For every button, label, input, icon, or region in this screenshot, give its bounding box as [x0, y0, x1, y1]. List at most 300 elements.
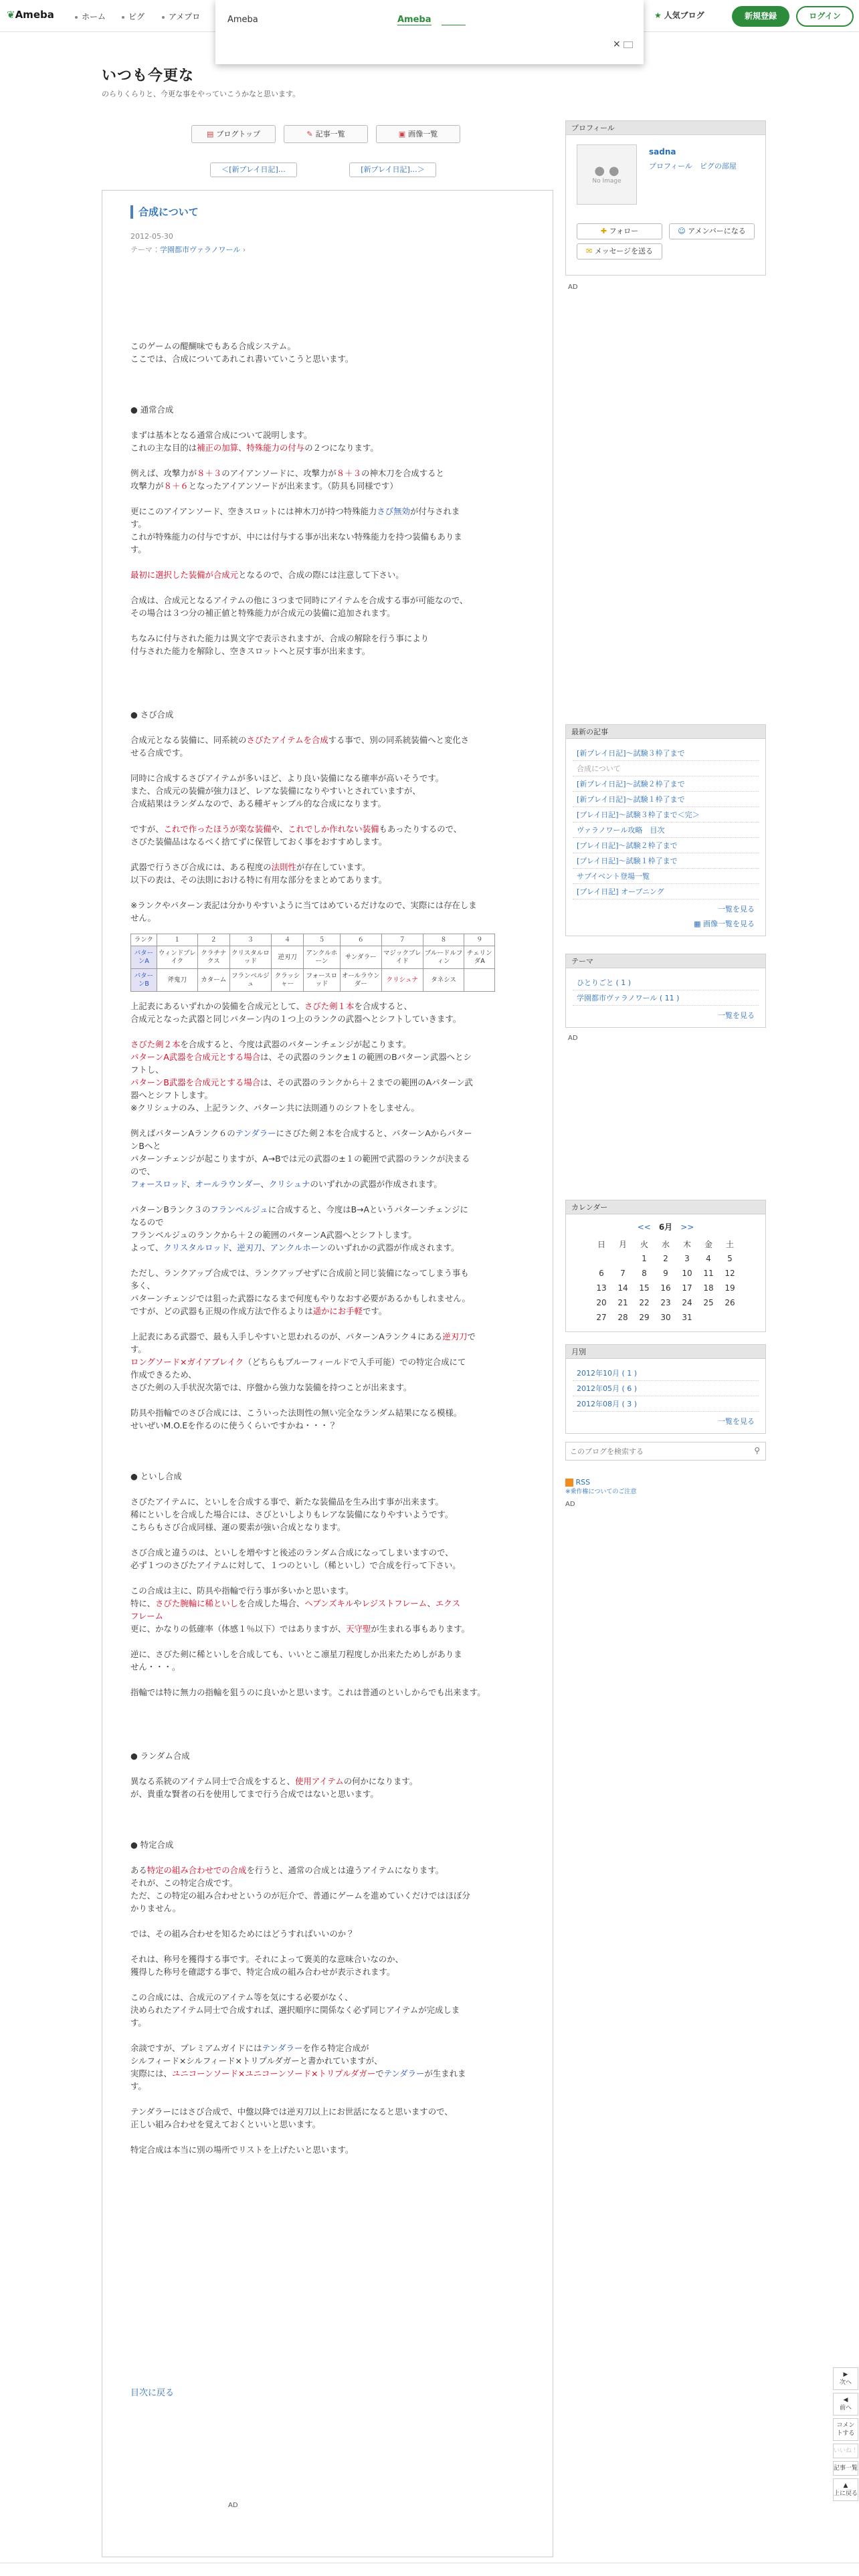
body-line: パターンチェンジでは狙った武器になるまで何度もやりなおす必要があるかもしれません。	[130, 1293, 470, 1303]
recent-list	[573, 746, 759, 899]
profile-links[interactable]: プロフィール ピグの部屋	[649, 162, 737, 171]
body-line	[130, 378, 525, 391]
body-line	[130, 1673, 525, 1686]
rss-note-link[interactable]: ※乗作権についてのご注意	[565, 1489, 637, 1495]
list-icon: ✎	[306, 130, 313, 138]
calendar-day: 6	[599, 1269, 604, 1278]
message-button[interactable]: ✉ メッセージを送る	[577, 243, 662, 259]
highlight-text: ユニコーンソード×ユニコーンソード×トリプルダガー	[171, 2068, 376, 2078]
weapon-cell: クリスタルロッド	[229, 946, 271, 969]
blog-description: のらりくらりと、今更な事をやっていこうかなと思います。	[102, 90, 300, 98]
blog-search-input[interactable]	[570, 1443, 737, 1459]
calendar-day: 3	[684, 1254, 690, 1263]
arrow-up-icon: ▲	[843, 2482, 848, 2489]
body-line: 決められたアイテム同士で合成すれば、選択順序に関係なく必ず同じアイテムが完成しま	[130, 2005, 460, 2015]
body-line: 更にこのアイアンソード、空きスロットには神木刀が持つ特殊能力さび無効が付与されま	[130, 506, 460, 516]
calendar-day: 28	[617, 1313, 628, 1322]
back-to-top-button[interactable]: ▲ 上に戻る	[833, 2478, 858, 2501]
body-line	[130, 810, 525, 823]
body-line: これが特殊能力の付与ですが、中には付与する事が出来ない特殊能力を持つ装備もありま	[130, 532, 462, 542]
next-button[interactable]: ▶ 次へ	[833, 2367, 858, 2390]
highlight-text: ８＋３	[336, 468, 361, 478]
sidebar-spacer	[565, 291, 766, 724]
body-line	[130, 1457, 525, 1470]
ameba-logo[interactable]: ❦Ameba	[7, 9, 54, 21]
profile-name[interactable]: sadna	[649, 147, 676, 156]
calendar-day: 20	[596, 1298, 607, 1307]
body-line: まずは基本となる通常合成について説明します。	[130, 430, 312, 440]
weekday-cell: 水	[661, 1239, 670, 1249]
amember-button[interactable]: ☺ アメンバーになる	[669, 223, 755, 239]
arrow-right-icon: ▶	[843, 2371, 848, 2378]
body-line: 多く、	[130, 1281, 155, 1291]
theme-more-link[interactable]: 一覧を見る	[718, 1011, 755, 1020]
blog-top-button[interactable]: ▤ ブログトップ	[191, 125, 276, 143]
body-line: せん・・・。	[130, 1662, 181, 1672]
prev-entry-button[interactable]: ＜[新プレイ日記]…	[210, 163, 297, 177]
weapon-cell: クラチナクス	[197, 946, 229, 969]
body-line: す。	[130, 2018, 147, 2028]
theme-item[interactable]: 学園都市ヴァラノワール ( 11 )	[573, 990, 759, 1006]
body-line: それが、この特定合成です。	[130, 1878, 238, 1888]
entry-date: 2012-05-30	[130, 232, 173, 241]
recent-more-link[interactable]: 一覧を見る	[718, 905, 755, 914]
entry-list-button[interactable]: ✎ 記事一覧	[284, 125, 368, 143]
body-line: 逆に、さびた剣に稀といしを合成しても、いいとこ凛星刀程度しか出来たためしがありま	[130, 1649, 462, 1659]
monthly-box	[565, 1359, 766, 1434]
body-line: 更に、かなりの低確率（体感１％以下）ではありますが、天守聖が生まれる事もあります。	[130, 1624, 470, 1634]
body-line: ので、	[130, 1166, 155, 1176]
weapon-cell: サンダラー	[340, 946, 381, 969]
search-icon[interactable]: ⚲	[754, 1446, 760, 1455]
body-line: 例えばパターンAランク６のテンダラーにさびた剣２本を合成すると、パターンAからパター	[130, 1128, 472, 1138]
pattern-label: パターンB	[131, 969, 157, 992]
body-line: ですが、これで作ったほうが楽な装備や、これでしか作れない装備もあったりするので、	[130, 824, 462, 834]
body-line: す。	[130, 1344, 147, 1354]
calendar-day: 11	[703, 1269, 714, 1278]
calendar-day: 14	[617, 1283, 628, 1293]
body-line: それは、称号を獲得する事です。それによって褒美的な意味合いなのか、	[130, 1954, 403, 1964]
rank-header-cell: ７	[381, 934, 423, 946]
body-line	[130, 1444, 525, 1457]
calendar-day	[719, 1310, 741, 1325]
body-line	[130, 581, 525, 594]
calendar-day: 2	[663, 1254, 668, 1263]
body-line	[130, 454, 525, 467]
body-line: では、その組み合わせを知るためにはどうすればいいのか？	[130, 1929, 355, 1939]
calendar-day: 12	[725, 1269, 735, 1278]
monthly-header: 月別	[565, 1344, 766, 1359]
plus-icon: ✚	[600, 227, 607, 235]
body-line	[130, 886, 525, 899]
calendar-next-link[interactable]: >>	[680, 1222, 694, 1232]
rank-header-cell: ２	[197, 934, 229, 946]
popular-blog-link[interactable]: ★ 人気ブログ	[654, 11, 704, 20]
body-line	[130, 492, 525, 505]
body-line: 攻撃力が８＋６となったアイアンソードが出来ます。（防具も同様です）	[130, 481, 398, 491]
body-line: 獲得した称号を確認する事で、特定合成の組み合わせが表示されます。	[130, 1967, 395, 1977]
highlight-text: 使用アイテム	[295, 1776, 344, 1786]
rank-header-cell: ６	[340, 934, 381, 946]
body-line	[130, 1711, 525, 1724]
item-name: テンダラー	[383, 2068, 425, 2078]
body-line: す。	[130, 519, 147, 529]
body-line	[130, 759, 525, 772]
weapon-cell: フォースロッド	[304, 969, 341, 992]
body-line	[130, 1915, 525, 1927]
body-line: 防具や指輪でのさび合成には、こういった法則性の無い完全なランダム結果になる模様。	[130, 1408, 462, 1418]
calendar-day: 29	[639, 1313, 650, 1322]
calendar-day: 24	[682, 1298, 692, 1307]
blog-icon: ▤	[206, 130, 214, 138]
sidebar-spacer	[565, 936, 766, 954]
weapon-cell: アンクルホーン	[304, 946, 341, 969]
weekday-cell: 土	[725, 1239, 734, 1249]
body-line	[130, 1025, 525, 1038]
body-line: ※ランクやパターン表記は分かりやすいように当てはめているだけなので、実際には存在しま	[130, 900, 477, 910]
body-line: さび合成と違うのは、といしを増やすと後述のランダム合成になってしまいますので、	[130, 1547, 454, 1558]
body-line: さびた剣２本を合成すると、今度は武器のパターンチェンジが起こります。	[130, 1039, 411, 1049]
weapon-cell: クラッシャー	[272, 969, 304, 992]
highlight-text: さびた剣１本	[304, 1001, 355, 1011]
body-line: ンBへと	[130, 1141, 161, 1151]
no-image-icon: ● ●	[594, 164, 619, 178]
body-line: その場合は３つ分の補正値と特殊能力が合成元の装備に追加されます。	[130, 608, 395, 618]
theme-header: テーマ	[565, 954, 766, 968]
highlight-text: さびた剣２本	[130, 1039, 181, 1049]
body-line: こちらもさび合成同様、運の要素が強い合成となります。	[130, 1522, 346, 1532]
calendar-day: 25	[703, 1298, 714, 1307]
nav-amepro[interactable]: アメプロ	[162, 11, 200, 22]
highlight-text: ８＋６	[163, 481, 189, 491]
body-line: 最初に選択した装備が合成元となるので、合成の際には注意して下さい。	[130, 570, 404, 580]
highlight-text: 特定の組み合わせでの合成	[147, 1865, 247, 1875]
calendar-day	[612, 1251, 634, 1266]
body-line	[130, 670, 525, 683]
body-line	[130, 695, 525, 708]
sidebar-ad: AD	[568, 284, 578, 291]
body-line: が、貴重な賢者の石を使用してまで行う合成ではないと思います。	[130, 1789, 379, 1799]
body-line	[130, 1826, 525, 1838]
body-line: 同時に合成するさびアイテムが多いほど、より良い装備になる確率が高いそうです。	[130, 773, 444, 783]
body-line: 合成結果はランダムなので、ある種ギャンブル的な合成になります。	[130, 798, 386, 809]
recent-entry[interactable]: [プレイ日記]～試験３枠了まで＜完＞	[573, 807, 759, 823]
body-line	[130, 848, 525, 861]
recent-entry[interactable]: [プレイ日記] オープニング	[573, 884, 759, 899]
body-line: 合成元となった武器と同じパターン内の１つ上のランクの武器へとシフトしていきます。	[130, 1014, 462, 1024]
body-line: パターンBランク３のフランベルジュに合成すると、今度はB→Aというパターンチェンジに	[130, 1204, 468, 1214]
body-line: この合成には、合成元のアイテム等を気にする必要がなく、	[130, 1992, 353, 2002]
body-line: ● 特定合成	[130, 1840, 174, 1850]
body-line: なるので	[130, 1217, 164, 1227]
body-line: テンダラーにはさび合成で、中盤以降では逆刃刀以上にお世話になると思いますので、	[130, 2107, 453, 2117]
body-line: ● さび合成	[130, 710, 174, 720]
body-line: さびた剣の入手状況次第では、序盤から強力な装備を持つことが出来ます。	[130, 1382, 412, 1392]
item-name: アンクルホーン	[270, 1243, 328, 1253]
body-line: ※クリシュナのみ、上記ランク、パターン共に法則通りのシフトをしません。	[130, 1103, 419, 1113]
entry-theme: テーマ：学園都市ヴァラノワール ›	[130, 245, 246, 254]
popup-menu-icon[interactable]	[624, 41, 633, 48]
highlight-text: フレーム	[130, 1611, 164, 1621]
recent-entry[interactable]: 合成について	[573, 761, 759, 776]
calendar-nav: << 6月 >>	[637, 1222, 694, 1232]
body-line: かりません。	[130, 1903, 181, 1913]
calendar-day: 27	[596, 1313, 607, 1322]
body-line	[130, 1254, 525, 1267]
weapon-cell: タネシス	[423, 969, 464, 992]
calendar-day: 31	[682, 1313, 692, 1322]
profile-header: プロフィール	[565, 120, 766, 135]
body-line: ● 通常合成	[130, 405, 174, 415]
body-line: シルフィード×シルフィード×トリプルダガーと書かれていますが、	[130, 2056, 383, 2066]
highlight-text: 遥かにお手軽	[312, 1306, 363, 1316]
body-line	[130, 1317, 525, 1330]
body-line	[130, 683, 525, 695]
login-button[interactable]: ログイン	[796, 6, 854, 27]
image-icon: ▣	[398, 130, 406, 138]
calendar-day: 7	[620, 1269, 626, 1278]
body-line: 合成元となる装備に、同系統のさびたアイテムを合成する事で、別の同系統装備へと変化さ	[130, 735, 470, 745]
prev-button[interactable]: ◀ 前へ	[833, 2393, 858, 2416]
item-name: さび無効	[377, 506, 410, 516]
highlight-text: 天守聖	[346, 1624, 371, 1634]
person-icon: ☺	[678, 227, 686, 235]
body-line	[130, 1724, 525, 1737]
body-line	[130, 314, 525, 327]
body-line	[130, 2131, 525, 2143]
body-line: 上記表にある武器で、最も入手しやすいと思われるのが、パターンAランク４にある逆刃刀で	[130, 1331, 476, 1341]
sidebar-spacer	[565, 1042, 766, 1200]
body-line	[130, 2029, 525, 2042]
body-line: ちなみに付与された能力は異文字で表示されますが、合成の解除を行う事により	[130, 633, 430, 643]
body-line: 指輪では特に無力の指輪を狙うのに良いかと思います。これは普通のといしからでも出来ます。	[130, 1687, 486, 1697]
body-line	[130, 657, 525, 670]
calendar-day	[591, 1251, 612, 1266]
recent-entry[interactable]: [新プレイ日記]～試験２枠了まで	[573, 776, 759, 792]
month-item[interactable]: 2012年08月 ( 3 )	[573, 1396, 759, 1412]
images-more-link[interactable]: ▦ 画像一覧を見る	[694, 920, 755, 928]
body-line: 必ず１つのさびたアイテムに対して、１つのといし（稀といし）で合成を行って下さい。	[130, 1560, 461, 1570]
calendar-day: 4	[706, 1254, 711, 1263]
weekday-cell: 日	[597, 1239, 605, 1249]
chevron-right-icon: ›	[242, 245, 246, 254]
body-line: ロングソード×ガイアブレイク（どちらもブルーフィールドで入手可能）での特定合成にて	[130, 1357, 466, 1367]
entry-title[interactable]: 合成について	[130, 205, 199, 219]
calendar-day: 30	[660, 1313, 671, 1322]
highlight-text: さびたアイテムを合成	[246, 735, 328, 745]
month-item[interactable]: 2012年05月 ( 6 )	[573, 1381, 759, 1396]
calendar-day	[698, 1310, 719, 1325]
highlight-text: パターンB武器を合成元とする場合	[130, 1077, 261, 1087]
profile-box	[565, 135, 766, 276]
body-line	[130, 1394, 525, 1406]
body-line: 異なる系統のアイテム同士で合成をすると、使用アイテムの何かになります。	[130, 1776, 418, 1786]
body-line: ● ランダム合成	[130, 1751, 190, 1761]
body-line	[130, 1114, 525, 1127]
blog-title[interactable]: いつも今更な	[102, 68, 195, 84]
body-line: パターンA武器を合成元とする場合は、その武器のランク±１の範囲のBパターン武器へとシ	[130, 1052, 472, 1062]
like-button[interactable]: いいね！	[833, 2444, 858, 2458]
body-line: これの主な目的は補正の加算、特殊能力の付与の２つになります。	[130, 443, 379, 453]
body-line	[130, 1699, 525, 1711]
body-line: ここでは、合成についてあれこれ書いていこうと思います。	[130, 354, 354, 364]
body-line	[130, 365, 525, 378]
rank-header-cell: ４	[272, 934, 304, 946]
rank-header-cell: ９	[464, 934, 495, 946]
item-name: テンダラー	[262, 2043, 303, 2053]
body-line: せん。	[130, 913, 156, 923]
rank-table	[130, 934, 495, 992]
next-entry-button[interactable]: [新プレイ日記]…＞	[349, 163, 436, 177]
item-name: フランベルジュ	[210, 1204, 268, 1214]
theme-box	[565, 968, 766, 1028]
pattern-label: パターンA	[131, 946, 157, 969]
weekday-cell: 木	[682, 1239, 691, 1249]
highlight-text: パターンA武器を合成元とする場合	[130, 1052, 261, 1062]
body-line: フォースロッド、オールラウンダー、クリシュナのいずれかの武器が作成されます。	[130, 1179, 442, 1189]
body-line: 付与された能力を解除し、空きスロットへと戻す事が出来ます。	[130, 646, 371, 656]
avatar[interactable]: ● ● No Image	[577, 144, 637, 205]
rank-header-cell: ５	[304, 934, 341, 946]
rss-link[interactable]: RSS	[575, 1478, 591, 1487]
highlight-text: レジストフレーム	[361, 1598, 427, 1608]
weapon-cell	[464, 969, 495, 992]
body-line: このゲームの醍醐味でもある合成システム。	[130, 341, 296, 351]
recent-entry[interactable]: ヴァラノワール攻略 目次	[573, 823, 759, 838]
body-line: す。	[130, 2081, 147, 2091]
body-line	[130, 556, 525, 568]
body-part-1	[130, 314, 525, 924]
article	[102, 190, 553, 2557]
item-name: クリシュナ	[268, 1179, 310, 1189]
follow-button[interactable]: ✚ フォロー	[577, 223, 662, 239]
calendar-header: カレンダー	[565, 1200, 766, 1214]
body-line: よって、クリスタルロッド、逆刃刀、アンクルホーンのいずれかの武器が作成されます。	[130, 1243, 460, 1253]
highlight-text: ８＋３	[197, 468, 222, 478]
recent-entry[interactable]: [新プレイ日記]～試験３枠了まで	[573, 746, 759, 761]
calendar-day: 13	[596, 1283, 607, 1293]
leaf-icon: ❦	[7, 9, 15, 21]
highlight-text: ヘブンズキル	[304, 1598, 354, 1608]
ameba-popup	[215, 0, 644, 64]
body-line: 正しい組み合わせを覚えておくといいと思います。	[130, 2119, 320, 2129]
body-line	[130, 1635, 525, 1648]
body-line: また、合成元の装備が強力ほど、レアな装備になりやすいとされていますが、	[130, 786, 421, 796]
sidebar-ad: AD	[568, 1035, 578, 1042]
body-line: す。	[130, 544, 147, 554]
body-line: ある特定の組み合わせでの合成を行うと、通常の合成とは違うアイテムになります。	[130, 1865, 444, 1875]
body-line: さびたアイテムに、といしを合成する事で、新たな装備品を生み出す事が出来ます。	[130, 1497, 444, 1507]
body-line: 余談ですが、プレミアムガイドにはテンダラーを作る特定合成が	[130, 2043, 369, 2053]
monthly-more-link[interactable]: 一覧を見る	[718, 1417, 755, 1426]
entry-list-rail-button[interactable]: 記事一覧	[833, 2461, 858, 2476]
calendar-day: 17	[682, 1283, 692, 1293]
calendar-day: 16	[660, 1283, 671, 1293]
nav-home[interactable]: ホーム	[75, 11, 106, 22]
body-line: ですが、どの武器も正規の作成方法で作るよりは遥かにお手軽です。	[130, 1306, 387, 1316]
highlight-text: ロングソード×ガイアブレイク	[130, 1357, 244, 1367]
body-line	[130, 619, 525, 632]
item-name: クリスタルロッド	[163, 1243, 229, 1253]
body-line: パターンチェンジが起こりますが、A→Bでは元の武器の±１の範囲で武器のランクが決まる	[130, 1154, 470, 1164]
recent-entry[interactable]: サブイベント登場一覧	[573, 869, 759, 884]
body-line	[130, 1800, 525, 1813]
sidebar	[565, 120, 766, 1508]
weekday-cell: 金	[704, 1239, 712, 1249]
recent-entry[interactable]: [新プレイ日記]～試験１枠了まで	[573, 792, 759, 807]
highlight-text: 法則性	[271, 862, 296, 872]
weekday-cell: 月	[618, 1239, 627, 1249]
theme-link[interactable]: 学園都市ヴァラノワール	[160, 245, 241, 254]
rank-header-cell: ランク	[131, 934, 157, 946]
popup-title: Ameba	[227, 15, 258, 25]
rss-block	[565, 1478, 766, 1508]
calendar-day: 5	[727, 1254, 733, 1263]
body-line	[130, 1978, 525, 1991]
star-icon: ★	[654, 11, 662, 20]
envelope-icon: ✉	[585, 247, 593, 255]
theme-item[interactable]: ひとりごと ( 1 )	[573, 975, 759, 990]
body-line	[130, 1737, 525, 1749]
calendar-table	[591, 1237, 741, 1325]
recent-entry[interactable]: [プレイ日記]～試験１枠了まで	[573, 853, 759, 869]
weapon-cell: 逆刃刀	[272, 946, 304, 969]
highlight-text: さびた腕輪に稀といし	[155, 1598, 239, 1608]
month-item[interactable]: 2012年10月 ( 1 )	[573, 1366, 759, 1381]
highlight-text: 最初に選択した装備が合成元	[130, 570, 239, 580]
body-line: 上記表にあるいずれかの装備を合成元として、さびた剣１本を合成すると、	[130, 1001, 413, 1011]
body-line	[130, 1533, 525, 1546]
recent-entry[interactable]: [プレイ日記]～試験２枠了まで	[573, 838, 759, 853]
body-line: 実際には、ユニコーンソード×ユニコーンソード×トリプルダガーでテンダラーが生まれま	[130, 2068, 466, 2078]
body-line: 作成できるため、	[130, 1370, 197, 1380]
back-to-index-link[interactable]: 目次に戻る	[130, 2388, 175, 2398]
item-name: オールラウンダー	[195, 1179, 261, 1189]
body-line: せる合成です。	[130, 748, 188, 758]
body-line	[130, 1851, 525, 1864]
calendar-day: 26	[725, 1298, 735, 1307]
highlight-text: これで作ったほうが楽な装備	[163, 824, 272, 834]
body-line: 武器で行うさび合成には、ある程度の法則性が存在しています。	[130, 862, 371, 872]
weapon-cell: 斧鬼刀	[157, 969, 197, 992]
body-line: 以下の表は、その法則における特に有用な部分をまとめてあります。	[130, 875, 387, 885]
calendar-day: 21	[617, 1298, 628, 1307]
weapon-cell: チェリンダA	[464, 946, 495, 969]
body-line	[130, 721, 525, 734]
body-line: フランベルジュのランクから＋２の範囲のパターンA武器へとシフトします。	[130, 1230, 417, 1240]
body-line	[130, 1610, 525, 1622]
arrow-left-icon: ◀	[843, 2397, 848, 2403]
body-line	[130, 1813, 525, 1826]
sidebar-ad: AD	[565, 1501, 575, 1508]
calendar-prev-link[interactable]: <<	[637, 1222, 651, 1232]
recent-box	[565, 739, 766, 936]
calendar-day: 18	[703, 1283, 714, 1293]
body-line: ただ、この特定の組み合わせというのが厄介で、普通にゲームを進めていくだけではほぼ分	[130, 1891, 470, 1901]
weapon-cell: ウィンドブレイク	[157, 946, 197, 969]
signup-button[interactable]: 新規登録	[732, 6, 789, 27]
popup-link[interactable]: Ameba	[397, 15, 432, 25]
nav-pigg[interactable]: ピグ	[122, 11, 145, 22]
popup-close-icon[interactable]: ×	[613, 39, 621, 49]
calendar-day: 10	[682, 1269, 692, 1278]
comment-button[interactable]: コメントする	[833, 2418, 858, 2441]
image-list-button[interactable]: ▣ 画像一覧	[376, 125, 460, 143]
item-name: テンダラー	[235, 1128, 276, 1138]
rank-header-cell: ３	[229, 934, 271, 946]
body-line	[130, 416, 525, 429]
body-line: さびた装備品はなるべく捨てずに保管しておく事をおすすめします。	[130, 837, 387, 847]
